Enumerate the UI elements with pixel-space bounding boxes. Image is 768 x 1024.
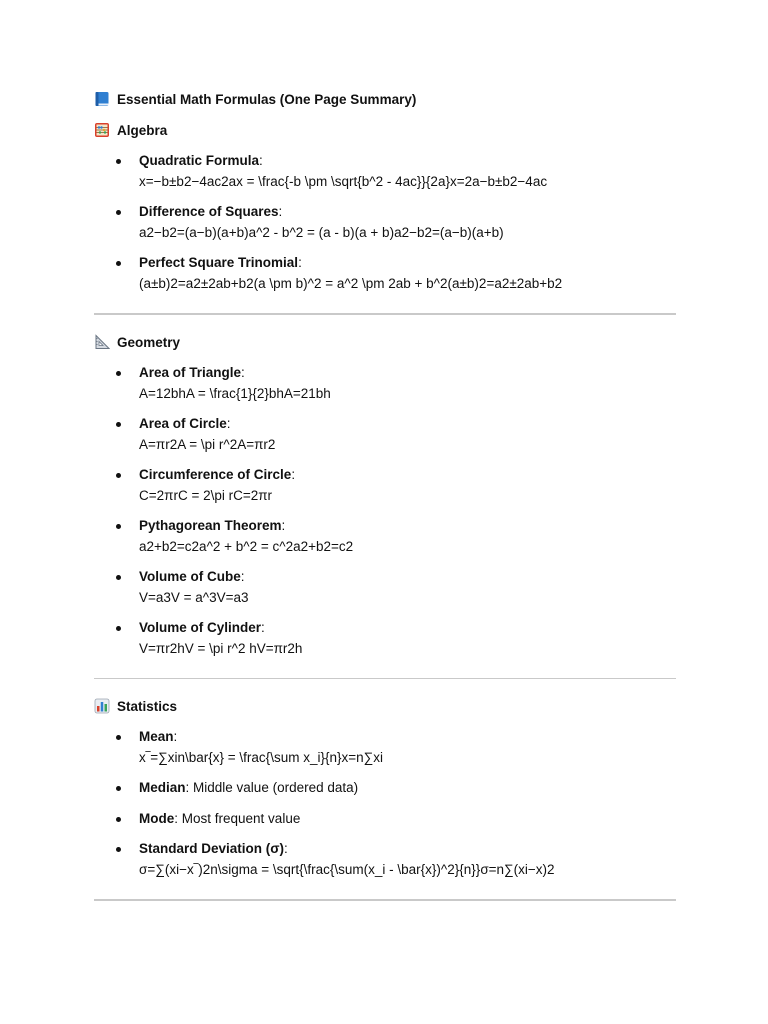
section-heading-geometry (94, 332, 676, 352)
section-heading-algebra (94, 120, 676, 140)
item-name: Circumference of Circle (139, 467, 292, 482)
document-title (94, 89, 676, 109)
formula-text: A=πr2A = \pi r^2A=πr2 (139, 436, 276, 452)
list-item (94, 839, 676, 880)
list-item (94, 516, 676, 557)
item-name: Standard Deviation (σ) (139, 841, 284, 856)
section-heading-text: Statistics (117, 698, 178, 714)
formula-text: a2+b2=c2a^2 + b^2 = c^2a2+b2=c2 (139, 538, 354, 554)
item-name: Perfect Square Trinomial (139, 255, 299, 270)
formula-text: V=a3V = a^3V=a3 (139, 589, 249, 605)
formula-text: x=−b±b2−4ac2ax = \frac{-b \pm \sqrt{b^2 - 4ac}}{2a}x=2a−b±b2−4ac (139, 173, 548, 189)
list-item (94, 465, 676, 506)
formula-text: x‾=∑xin\bar{x} = \frac{\sum x_i}{n}x=n∑xi (139, 749, 384, 765)
formula-list (94, 151, 676, 294)
section-geometry (94, 332, 676, 659)
item-separator: : (241, 365, 245, 380)
item-name: Median (139, 780, 186, 795)
blue-book-icon (94, 91, 110, 107)
item-separator: : (291, 467, 296, 482)
formula-text: a2−b2=(a−b)(a+b)a^2 - b^2 = (a - b)(a + b)a2−b2=(a−b)(a+b) (139, 224, 504, 240)
formula-list (94, 363, 676, 659)
section-algebra (94, 120, 676, 294)
item-separator: : (259, 153, 263, 168)
formula-text: (a±b)2=a2±2ab+b2(a \pm b)^2 = a^2 \pm 2ab + b^2(a±b)2=a2±2ab+b2 (139, 275, 563, 291)
item-separator: : (281, 518, 286, 533)
item-name: Volume of Cube (139, 569, 241, 584)
section-heading-text: Algebra (117, 122, 168, 138)
section-divider (94, 678, 676, 679)
list-item (94, 414, 676, 455)
list-item (94, 151, 676, 192)
bar-chart-icon (94, 698, 110, 714)
formula-list (94, 727, 676, 880)
item-separator: : (174, 810, 179, 826)
list-item (94, 567, 676, 608)
list-item (94, 253, 676, 294)
item-separator: : (185, 780, 190, 795)
list-item (94, 363, 676, 404)
formula-text: σ=∑(xi−x‾)2n\sigma = \sqrt{\frac{\sum(x_i - \bar{x})^2}{n}}σ=n∑(xi−x)2 (139, 861, 555, 877)
document-title-text: Essential Math Formulas (One Page Summary) (117, 91, 417, 107)
section-divider (94, 899, 676, 901)
section-divider (94, 313, 676, 315)
item-name: Quadratic Formula (139, 153, 260, 168)
item-name: Difference of Squares (139, 204, 279, 219)
formula-text: A=12bhA = \frac{1}{2}bhA=21bh (139, 385, 331, 401)
item-separator: : (226, 416, 231, 431)
item-description: Middle value (ordered data) (189, 780, 359, 795)
list-item (94, 809, 676, 830)
item-separator: : (261, 620, 265, 635)
item-separator: : (173, 729, 178, 744)
formula-text: V=πr2hV = \pi r^2 hV=πr2h (139, 640, 303, 656)
item-name: Pythagorean Theorem (139, 518, 282, 533)
document-page (94, 89, 676, 901)
list-item (94, 202, 676, 243)
item-separator: : (240, 569, 245, 584)
list-item (94, 778, 676, 799)
section-heading-text: Geometry (117, 334, 181, 350)
item-name: Volume of Cylinder (139, 620, 262, 635)
item-name: Mode (139, 810, 175, 826)
item-description: Most frequent value (178, 810, 301, 826)
triangular-ruler-icon (94, 334, 110, 350)
section-heading-statistics (94, 696, 676, 716)
section-statistics (94, 696, 676, 880)
item-name: Area of Circle (139, 416, 227, 431)
formula-text: C=2πrC = 2\pi rC=2πr (139, 487, 273, 503)
item-name: Mean (139, 729, 174, 744)
list-item (94, 727, 676, 768)
item-name: Area of Triangle (139, 365, 242, 380)
abacus-icon (94, 122, 110, 138)
list-item (94, 618, 676, 659)
item-separator: : (278, 204, 283, 219)
item-separator: : (284, 841, 288, 856)
item-separator: : (298, 255, 302, 270)
